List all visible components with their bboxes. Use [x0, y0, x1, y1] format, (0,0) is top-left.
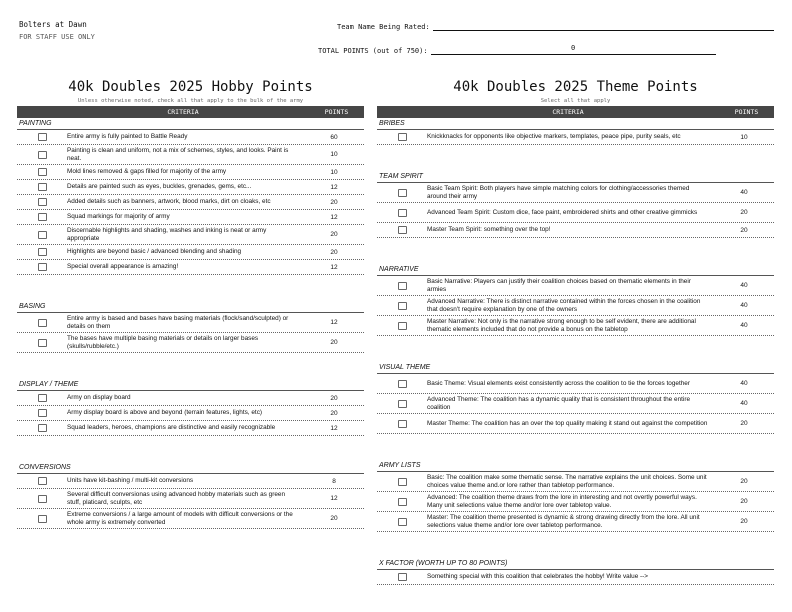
section-title: DISPLAY / THEME [17, 379, 364, 391]
criteria-text: Something special with this coalition that celebrates the hobby! Write value --> [427, 573, 649, 580]
checkbox-cell [17, 339, 67, 347]
criteria-points: 20 [740, 498, 748, 505]
team-name-label: Team Name Being Rated: [337, 23, 430, 31]
criteria-row [377, 512, 774, 532]
criteria-text: Knickknacks for opponents like objective markers, templates, peace pipe, purity seals, etc [427, 133, 681, 140]
criteria-row [377, 492, 774, 512]
checkbox-cell [17, 231, 67, 239]
team-name-input[interactable] [433, 19, 774, 31]
criteria-text: Basic: The coalition make some thematic sense. The narrative explains the unit choices. Some unit choices value theme and.or lore rather than tabletop performance. [427, 473, 707, 489]
criteria-text: Painting is clean and uniform, not a mix of schemes, styles, and looks. Paint is neat. [67, 146, 289, 162]
checkbox-cell [17, 213, 67, 221]
section-title: BASING [17, 301, 364, 313]
criteria-checkbox[interactable] [38, 424, 47, 432]
criteria-points: 20 [330, 248, 338, 256]
criteria-text: Mold lines removed & gaps filled for majority of the army [67, 168, 227, 175]
criteria-text: Basic Theme: Visual elements exist consistently across the coalition to tie the forces together [427, 379, 690, 387]
criteria-checkbox[interactable] [38, 198, 47, 206]
criteria-text: Master Theme: The coalition has an over the top quality making it stand out against the competition [427, 419, 708, 427]
checkbox-cell [17, 183, 67, 191]
criteria-points: 20 [740, 226, 748, 234]
criteria-checkbox[interactable] [38, 339, 47, 347]
hobby-section-conversions [17, 462, 364, 529]
criteria-row [377, 472, 774, 492]
criteria-text: Army display board is above and beyond (terrain features, lights, etc) [67, 409, 263, 416]
checkbox-cell [17, 168, 67, 176]
criteria-checkbox[interactable] [38, 495, 47, 503]
criteria-points: 12 [330, 424, 338, 432]
criteria-points: 40 [740, 380, 748, 387]
criteria-text: Advanced Narrative: There is distinct narrative contained within the forces chosen in the coalition that doesn't require explanation by one of the owners [427, 297, 701, 313]
criteria-points: 12 [330, 495, 338, 502]
criteria-checkbox[interactable] [398, 478, 407, 486]
section-spacer [17, 436, 364, 462]
criteria-text: Master Narrative: Not only is the narrative strong enough to be self evident, there are additional thematic elements included that do not provide a bonus on the tabletop [427, 317, 696, 333]
criteria-row [17, 195, 364, 210]
section-spacer [377, 238, 774, 264]
criteria-points: 12 [330, 263, 338, 271]
criteria-text: Master Team Spirit: something over the top! [427, 226, 551, 233]
section-title: VISUAL THEME [377, 362, 774, 374]
criteria-points: 40 [740, 322, 748, 329]
criteria-text: Discernable highlights and shading, washes and inking is neat or army appropriate [67, 226, 267, 242]
checkbox-cell [17, 477, 67, 485]
criteria-text: Units have kit-bashing / multi-kit conversions [67, 477, 194, 484]
criteria-points: 10 [330, 168, 338, 176]
criteria-row [377, 296, 774, 316]
criteria-checkbox[interactable] [398, 573, 407, 581]
checkbox-cell [377, 518, 427, 526]
theme-points-panel [377, 78, 774, 585]
criteria-points: 8 [332, 477, 336, 485]
criteria-points: 20 [740, 420, 748, 427]
section-spacer [17, 275, 364, 301]
criteria-text: The bases have multiple basing materials or details on larger bases (skulls/rubble/etc.) [67, 334, 259, 350]
criteria-points: 12 [330, 319, 338, 326]
checkbox-cell [377, 498, 427, 506]
criteria-points: 20 [330, 339, 338, 346]
criteria-row [17, 210, 364, 225]
total-points-value[interactable]: 0 [431, 43, 716, 55]
section-title: X FACTOR (WORTH UP TO 80 POINTS) [377, 558, 774, 570]
theme-section-narrative [377, 264, 774, 336]
criteria-text: Squad markings for majority of army [67, 213, 170, 220]
theme-sections [377, 118, 774, 585]
criteria-points: 12 [330, 183, 338, 191]
criteria-text: Highlights are beyond basic / advanced blending and shading [67, 248, 242, 255]
criteria-checkbox[interactable] [38, 409, 47, 417]
team-name-field-row [337, 19, 774, 31]
criteria-row [17, 245, 364, 260]
section-title: ARMY LISTS [377, 460, 774, 472]
criteria-checkbox[interactable] [38, 231, 47, 239]
checkbox-cell [17, 495, 67, 503]
criteria-points: 20 [740, 209, 748, 216]
criteria-row [377, 374, 774, 394]
theme-section-team-spirit [377, 171, 774, 238]
criteria-checkbox[interactable] [38, 151, 47, 159]
criteria-row [377, 316, 774, 336]
hobby-title: 40k Doubles 2025 Hobby Points [68, 79, 313, 95]
criteria-checkbox[interactable] [398, 226, 407, 234]
theme-title: 40k Doubles 2025 Theme Points [453, 79, 698, 95]
theme-col-points: POINTS [734, 108, 759, 116]
theme-col-criteria: CRITERIA [552, 108, 584, 116]
criteria-checkbox[interactable] [38, 263, 47, 271]
criteria-checkbox[interactable] [38, 394, 47, 402]
criteria-checkbox[interactable] [398, 133, 407, 141]
criteria-checkbox[interactable] [398, 518, 407, 526]
criteria-checkbox[interactable] [38, 477, 47, 485]
hobby-table-header [17, 106, 364, 118]
theme-section-army-lists [377, 460, 774, 532]
criteria-points: 20 [740, 518, 748, 525]
criteria-row [17, 260, 364, 275]
staff-use-note: FOR STAFF USE ONLY [19, 33, 95, 41]
criteria-points: 20 [330, 515, 338, 522]
checkbox-cell [17, 409, 67, 417]
criteria-points: 40 [740, 400, 748, 407]
criteria-row [17, 313, 364, 333]
checkbox-cell [377, 302, 427, 310]
hobby-section-painting [17, 118, 364, 275]
checkbox-cell [377, 478, 427, 486]
criteria-text: Advanced Theme: The coalition has a dynamic quality that is consistent throughout the entire coalition [427, 395, 691, 411]
criteria-points: 20 [330, 231, 338, 238]
criteria-points: 20 [330, 394, 338, 402]
checkbox-cell [377, 282, 427, 290]
organization-name: Bolters at Dawn [19, 20, 87, 29]
criteria-points: 40 [740, 282, 748, 289]
criteria-row [377, 276, 774, 296]
criteria-row [17, 391, 364, 406]
criteria-points: 40 [740, 302, 748, 309]
criteria-text: Details are painted such as eyes, buckles, grenades, gems, etc... [67, 183, 252, 190]
criteria-row [17, 474, 364, 489]
criteria-points: 20 [740, 478, 748, 485]
criteria-text: Added details such as banners, artwork, blood marks, dirt on cloaks, etc [67, 198, 271, 205]
criteria-points: 20 [330, 409, 338, 417]
criteria-text: Entire army is based and bases have basing materials (flock/sand/sculpted) or details on them [67, 314, 289, 330]
criteria-checkbox[interactable] [398, 400, 407, 408]
criteria-points: 40 [740, 189, 748, 196]
criteria-text: Basic Team Spirit: Both players have simple matching colors for clothing/accessories themed around their army [427, 184, 690, 200]
criteria-text: Entire army is fully painted to Battle Ready [67, 133, 188, 140]
section-title: PAINTING [17, 118, 364, 130]
criteria-row [17, 489, 364, 509]
criteria-row [377, 223, 774, 238]
checkbox-cell [17, 424, 67, 432]
criteria-checkbox[interactable] [38, 168, 47, 176]
criteria-points: 10 [740, 133, 748, 141]
checkbox-cell [17, 263, 67, 271]
checkbox-cell [17, 515, 67, 523]
criteria-row [17, 130, 364, 145]
hobby-points-panel [17, 78, 364, 529]
checkbox-cell [377, 226, 427, 234]
criteria-row [377, 203, 774, 223]
checkbox-cell [17, 248, 67, 256]
hobby-section-display-theme [17, 379, 364, 436]
criteria-row [17, 406, 364, 421]
criteria-text: Advanced: The coalition theme draws from the lore in interesting and not overtly powerful ways. Many unit selections value theme and/or lore over tabletop value. [427, 493, 697, 509]
criteria-row [377, 570, 774, 585]
criteria-row [17, 509, 364, 529]
checkbox-cell [377, 573, 427, 581]
section-spacer [377, 336, 774, 362]
checkbox-cell [377, 400, 427, 408]
hobby-section-basing [17, 301, 364, 353]
section-title: CONVERSIONS [17, 462, 364, 474]
header-left [19, 19, 95, 43]
section-title: BRIBES [377, 118, 774, 130]
criteria-points: 60 [330, 133, 338, 141]
criteria-checkbox[interactable] [398, 282, 407, 290]
criteria-checkbox[interactable] [38, 248, 47, 256]
criteria-row [17, 421, 364, 436]
criteria-points: 12 [330, 213, 338, 221]
criteria-row [17, 180, 364, 195]
criteria-checkbox[interactable] [398, 380, 407, 388]
hobby-sections [17, 118, 364, 529]
checkbox-cell [377, 420, 427, 428]
theme-section-visual-theme [377, 362, 774, 434]
hobby-subtitle: Unless otherwise noted, check all that apply to the bulk of the army [77, 98, 304, 104]
checkbox-cell [17, 151, 67, 159]
checkbox-cell [377, 322, 427, 330]
criteria-row [377, 394, 774, 414]
criteria-points: 10 [330, 151, 338, 158]
checkbox-cell [17, 319, 67, 327]
criteria-text: Master: The coalition theme presented is dynamic & strong drawing directly from the lore. All unit selections value theme and/or lore over tabletop performance. [427, 513, 700, 529]
criteria-text: Squad leaders, heroes, champions are distinctive and easily recognizable [67, 424, 276, 431]
section-title: NARRATIVE [377, 264, 774, 276]
hobby-col-points: POINTS [324, 108, 349, 116]
total-points-label: TOTAL POINTS (out of 750): [318, 47, 428, 55]
hobby-col-criteria: CRITERIA [167, 108, 199, 116]
section-spacer [377, 434, 774, 460]
criteria-checkbox[interactable] [398, 209, 407, 217]
section-spacer [377, 532, 774, 558]
checkbox-cell [377, 133, 427, 141]
checkbox-cell [377, 209, 427, 217]
criteria-checkbox[interactable] [398, 189, 407, 197]
criteria-checkbox[interactable] [398, 302, 407, 310]
checkbox-cell [17, 198, 67, 206]
theme-section-x-factor-worth-up-to-80-points [377, 558, 774, 585]
criteria-points: 20 [330, 198, 338, 206]
checkbox-cell [17, 394, 67, 402]
section-title: TEAM SPIRIT [377, 171, 774, 183]
criteria-checkbox[interactable] [38, 319, 47, 327]
criteria-text: Basic Narrative: Players can justify their coalition choices based on thematic elements in their armies [427, 277, 691, 293]
criteria-row [17, 145, 364, 165]
checkbox-cell [377, 189, 427, 197]
criteria-row [17, 225, 364, 245]
theme-table-header [377, 106, 774, 118]
criteria-checkbox[interactable] [398, 322, 407, 330]
checkbox-cell [377, 380, 427, 388]
total-points-field-row [318, 43, 716, 55]
criteria-row [377, 414, 774, 434]
criteria-text: Several difficult conversionas using advanced hobby materials such as green stuff, platicard, sculpts, etc [67, 490, 285, 506]
criteria-checkbox[interactable] [398, 420, 407, 428]
criteria-checkbox[interactable] [398, 498, 407, 506]
criteria-checkbox[interactable] [38, 515, 47, 523]
criteria-text: Special overall appearance is amazing! [67, 263, 179, 270]
criteria-row [377, 130, 774, 145]
criteria-row [17, 333, 364, 353]
theme-section-bribes [377, 118, 774, 145]
criteria-checkbox[interactable] [38, 133, 47, 141]
criteria-text: Army on display board [67, 394, 131, 401]
criteria-text: Advanced Team Spirit: Custom dice, face paint, embroidered shirts and other creative gimmicks [427, 208, 698, 216]
criteria-text: Extreme conversions / a large amount of models with difficult conversions or the whole army is extremely converted [67, 510, 293, 526]
checkbox-cell [17, 133, 67, 141]
section-spacer [17, 353, 364, 379]
section-spacer [377, 145, 774, 171]
criteria-row [377, 183, 774, 203]
theme-subtitle: Select all that apply [540, 98, 611, 104]
criteria-row [17, 165, 364, 180]
criteria-checkbox[interactable] [38, 213, 47, 221]
criteria-checkbox[interactable] [38, 183, 47, 191]
